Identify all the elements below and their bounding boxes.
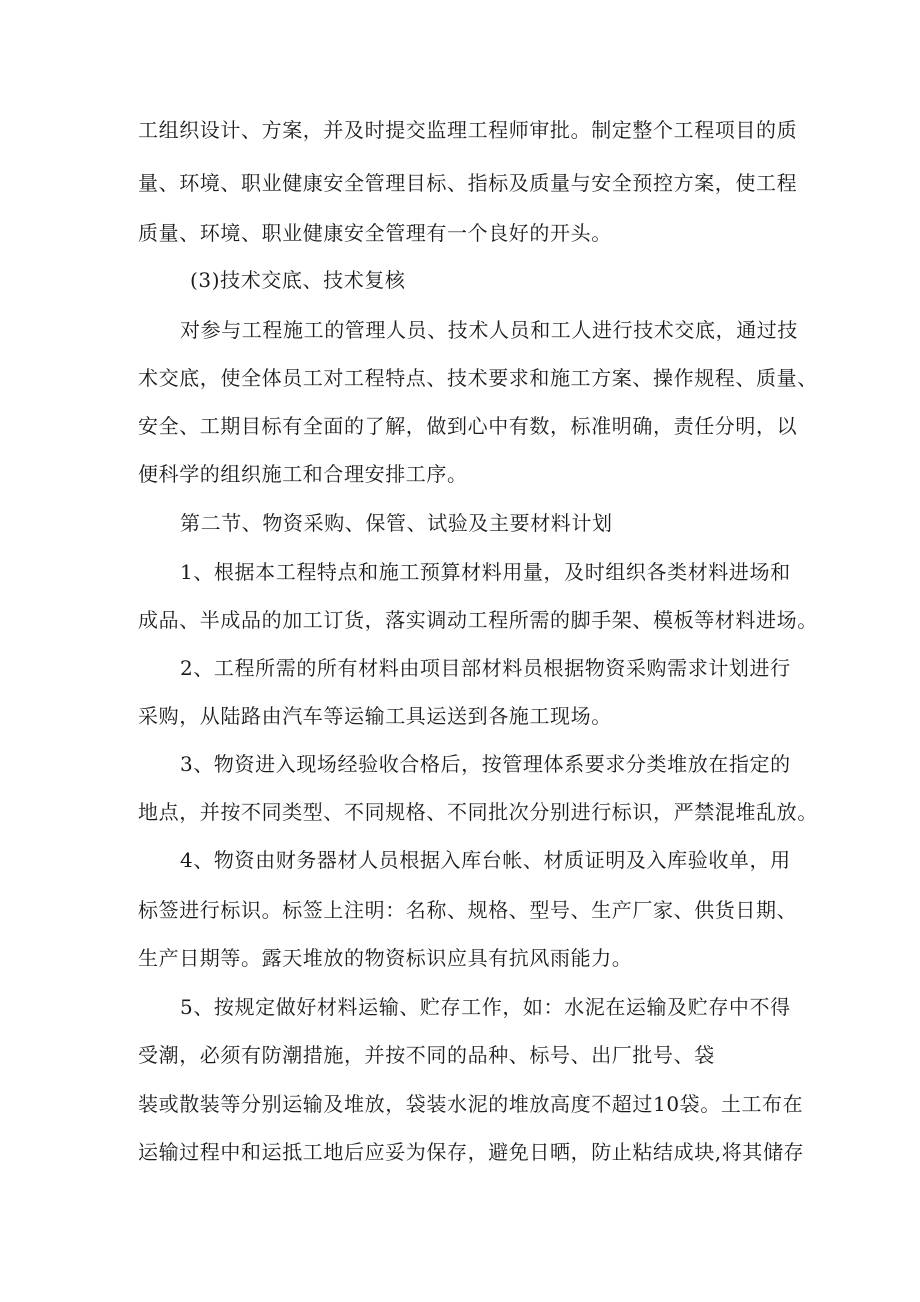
text-line: 工组织设计、方案，并及时提交监理工程师审批。制定整个工程项目的质 [138, 118, 798, 142]
text-line: 3、物资进入现场经验收合格后，按管理体系要求分类堆放在指定的 [180, 752, 791, 776]
text-line: 受潮，必须有防潮措施，并按不同的品种、标号、出厂批号、袋 [138, 1043, 715, 1067]
text-line: 5、按规定做好材料运输、贮存工作，如：水泥在运输及贮存中不得 [180, 995, 791, 1019]
text-line: 运输过程中和运抵工地后应妥为保存，避免日晒，防止粘结成块,将其储存 [138, 1140, 805, 1164]
text-line: 术交底，使全体员工对工程特点、技术要求和施工方案、操作规程、质量、 [138, 366, 818, 390]
text-line: 地点，并按不同类型、不同规格、不同批次分别进行标识，严禁混堆乱放。 [138, 800, 818, 824]
text-line: 生产日期等。露天堆放的物资标识应具有抗风雨能力。 [138, 946, 633, 970]
text-line: 采购，从陆路由汽车等运输工具运送到各施工现场。 [138, 704, 612, 728]
text-line: 2、工程所需的所有材料由项目部材料员根据物资采购需求计划进行 [180, 656, 791, 680]
text-line: 质量、环境、职业健康安全管理有一个良好的开头。 [138, 221, 612, 245]
text-line: 安全、工期目标有全面的了解，做到心中有数，标准明确，责任分明，以 [138, 414, 798, 438]
text-line: 标签进行标识。标签上注明：名称、规格、型号、生产厂家、供货日期、 [138, 898, 798, 922]
text-line: 装或散装等分别运输及堆放，袋装水泥的堆放高度不超过10袋。土工布在 [138, 1092, 804, 1116]
section-heading: 第二节、物资采购、保管、试验及主要材料计划 [180, 511, 613, 535]
text-line: 4、物资由财务器材人员根据入库台帐、材质证明及入库验收单，用 [180, 848, 791, 872]
text-line: 便科学的组织施工和合理安排工序。 [138, 462, 468, 486]
text-line: 对参与工程施工的管理人员、技术人员和工人进行技术交底，通过技 [180, 318, 798, 342]
text-line: 成品、半成品的加工订货，落实调动工程所需的脚手架、模板等材料进场。 [138, 608, 818, 632]
subsection-heading: (3)技术交底、技术复核 [190, 268, 406, 292]
text-line: 量、环境、职业健康安全管理目标、指标及质量与安全预控方案，使工程 [138, 171, 798, 195]
text-line: 1、根据本工程特点和施工预算材料用量，及时组织各类材料进场和 [180, 560, 791, 584]
